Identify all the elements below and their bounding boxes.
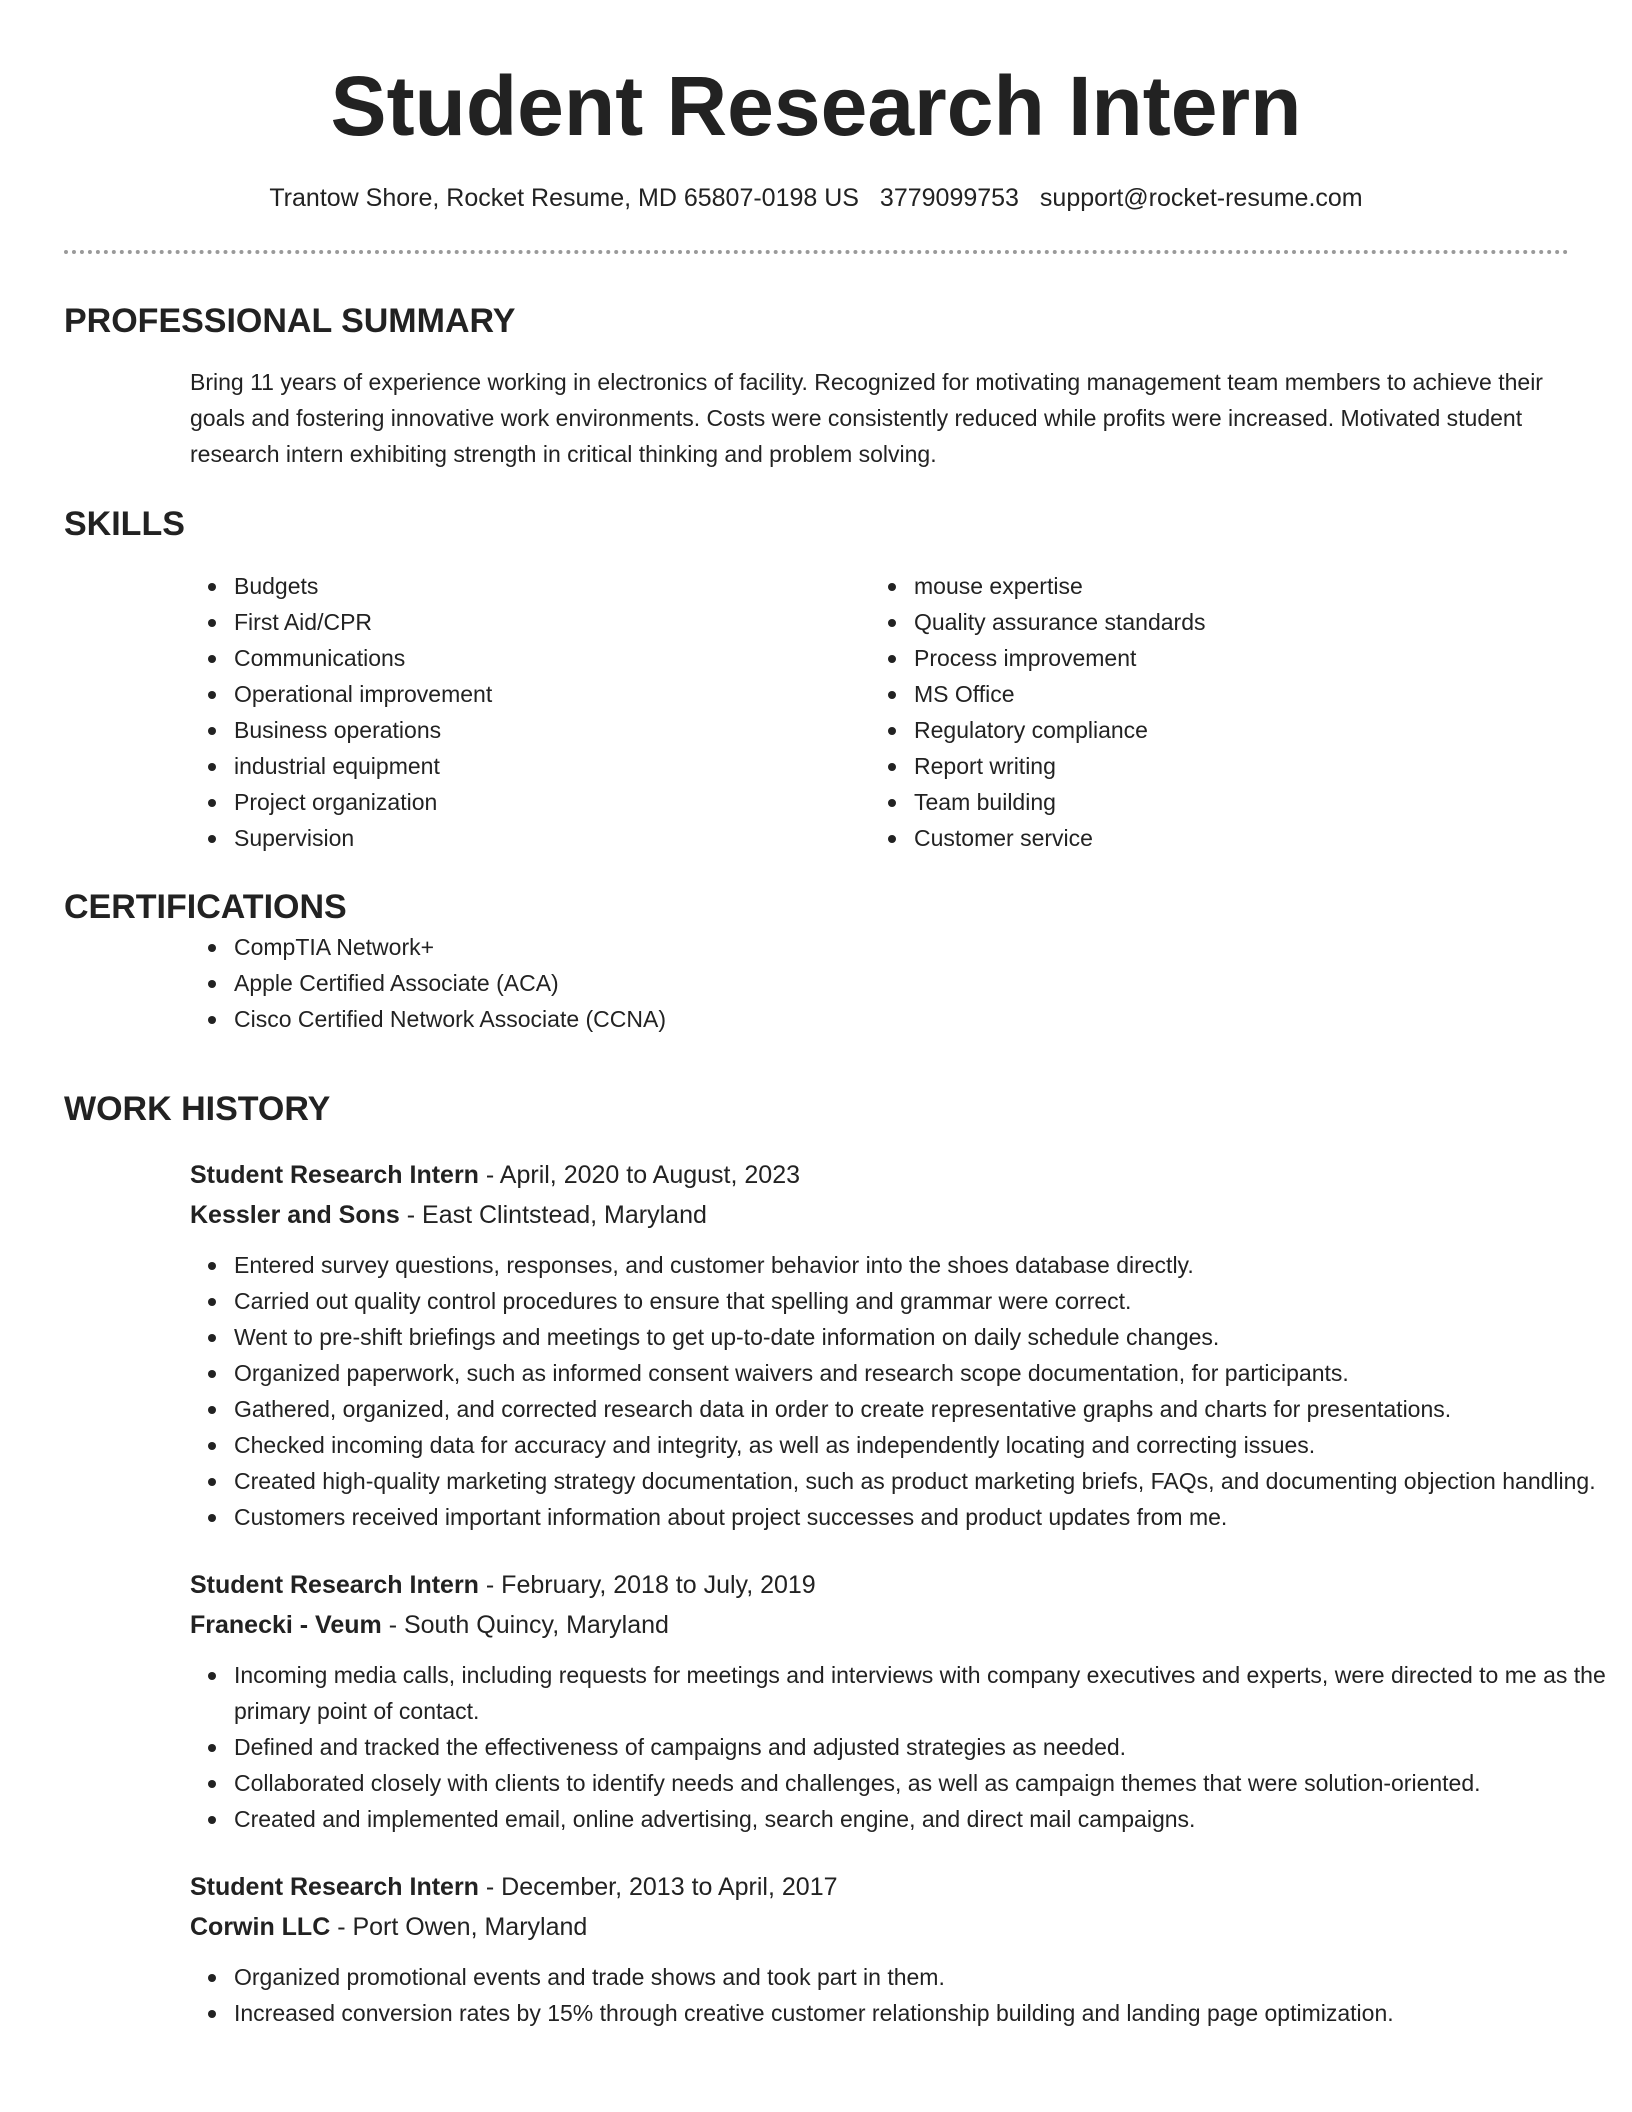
skill-item: Quality assurance standards [914,604,1550,640]
certification-item: CompTIA Network+ [234,929,1569,965]
contact-line [0,180,1632,216]
job-duty: Created high-quality marketing strategy documentation, such as product marketing briefs, FAQs, and documenting objection handling. [234,1463,1614,1499]
job-company: Kessler and Sons [190,1201,400,1229]
job-location: - East Clintstead, Maryland [399,1201,707,1229]
summary-section [64,299,1569,472]
job-company-line [190,1605,1569,1645]
job-title: Student Research Intern [190,1873,479,1901]
job-title-line [190,1155,1569,1195]
work-history-heading: WORK HISTORY [64,1090,331,1128]
job-duty: Defined and tracked the effectiveness of campaigns and adjusted strategies as needed. [234,1729,1614,1765]
job-location: - South Quincy, Maryland [381,1611,669,1639]
certification-item: Cisco Certified Network Associate (CCNA) [234,1001,1569,1037]
job-location: - Port Owen, Maryland [330,1913,588,1941]
job-company-line [190,1195,1569,1235]
contact-address: Trantow Shore, Rocket Resume, MD 65807-0198 US [269,184,859,212]
job-duty: Carried out quality control procedures to ensure that spelling and grammar were correct. [234,1283,1614,1319]
job-title: Student Research Intern [190,1571,479,1599]
certification-item: Apple Certified Associate (ACA) [234,965,1569,1001]
skill-item: First Aid/CPR [234,604,870,640]
job-duty: Went to pre-shift briefings and meetings to get up-to-date information on daily schedule changes. [234,1319,1614,1355]
skill-item: mouse expertise [914,568,1550,604]
skills-list-right [870,568,1550,856]
skill-item: Budgets [234,568,870,604]
skill-item: MS Office [914,676,1550,712]
skill-item: Communications [234,640,870,676]
skill-item: Process improvement [914,640,1550,676]
skill-item: industrial equipment [234,748,870,784]
contact-email: support@rocket-resume.com [1039,184,1363,212]
job-company: Franecki - Veum [190,1611,382,1639]
job-duty: Checked incoming data for accuracy and integrity, as well as independently locating and correcting issues. [234,1427,1614,1463]
job-dates: - February, 2018 to July, 2019 [478,1571,816,1599]
certifications-heading: CERTIFICATIONS [64,888,347,926]
contact-phone: 3779099753 [879,184,1019,212]
job-duties-list [190,1959,1614,2031]
job-duties-list [190,1247,1614,1535]
job-duty: Incoming media calls, including requests for meetings and interviews with company executives and experts, were directed to me as the primary point of contact. [234,1657,1614,1729]
job-duty: Customers received important information about project successes and product updates from me. [234,1499,1614,1535]
job-company: Corwin LLC [190,1913,331,1941]
summary-text: Bring 11 years of experience working in electronics of facility. Recognized for motivating management team members to achieve their goals and fostering innovative work environments. Costs were consistently reduced while profits were increased. Motivated student research intern exhibiting strength in critical thinking and problem solving. [190,369,1543,467]
job-duty: Entered survey questions, responses, and customer behavior into the shoes database directly. [234,1247,1614,1283]
job-duty: Organized promotional events and trade shows and took part in them. [234,1959,1614,1995]
certifications-list [190,929,1569,1037]
skill-item: Supervision [234,820,870,856]
job-title-line [190,1867,1569,1907]
job-title: Student Research Intern [190,1161,479,1189]
job-duty: Created and implemented email, online advertising, search engine, and direct mail campaigns. [234,1801,1614,1837]
job-dates: - April, 2020 to August, 2023 [478,1161,801,1189]
candidate-name: Student Research Intern [330,59,1302,153]
skill-item: Report writing [914,748,1550,784]
job-duty: Increased conversion rates by 15% through creative customer relationship building and landing page optimization. [234,1995,1614,2031]
job-company-line [190,1907,1569,1947]
work-history-section [64,1087,1606,2031]
job-title-line [190,1565,1569,1605]
certifications-section [64,885,1569,1037]
skill-item: Team building [914,784,1550,820]
job-entry [190,1867,1569,2031]
skills-list-left [190,568,870,856]
job-entry [190,1565,1606,1837]
skills-grid [190,568,1569,856]
skill-item: Project organization [234,784,870,820]
skills-section [64,502,1569,856]
skills-heading: SKILLS [64,505,185,543]
skill-item: Customer service [914,820,1550,856]
skill-item: Regulatory compliance [914,712,1550,748]
job-duty: Gathered, organized, and corrected research data in order to create representative graphs and charts for presentations. [234,1391,1614,1427]
summary-heading: PROFESSIONAL SUMMARY [64,302,516,340]
job-duty: Organized paperwork, such as informed consent waivers and research scope documentation, for participants. [234,1355,1614,1391]
job-duty: Collaborated closely with clients to identify needs and challenges, as well as campaign themes that were solution-oriented. [234,1765,1614,1801]
job-duties-list [190,1657,1614,1837]
skill-item: Operational improvement [234,676,870,712]
job-dates: - December, 2013 to April, 2017 [478,1873,838,1901]
header-divider [64,250,1569,254]
job-entry [190,1155,1596,1535]
skill-item: Business operations [234,712,870,748]
